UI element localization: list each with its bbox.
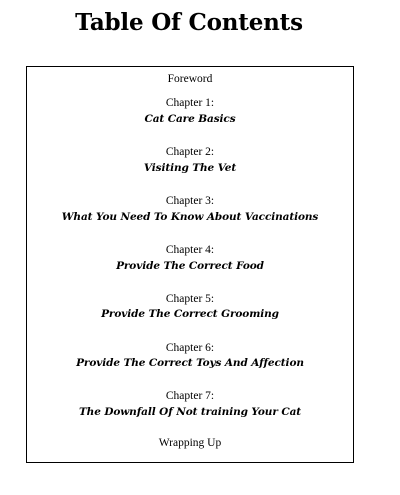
- chapter-6-number: Chapter 6:: [165, 342, 215, 354]
- toc-entry-foreword[interactable]: Foreword: [167, 73, 213, 85]
- chapter-3-number: Chapter 3:: [165, 195, 215, 207]
- chapter-3-title[interactable]: What You Need To Know About Vaccinations: [61, 211, 319, 223]
- chapter-2-number: Chapter 2:: [165, 146, 215, 158]
- chapter-1-title[interactable]: Cat Care Basics: [144, 113, 236, 125]
- page-title: Table Of Contents: [75, 9, 303, 36]
- chapter-4-number: Chapter 4:: [165, 244, 215, 256]
- chapter-2-title[interactable]: Visiting The Vet: [143, 162, 237, 174]
- chapter-7-title[interactable]: The Downfall Of Not training Your Cat: [78, 406, 302, 418]
- chapter-5-number: Chapter 5:: [165, 293, 215, 305]
- chapter-1-number: Chapter 1:: [165, 97, 215, 109]
- toc-entry-wrapping-up[interactable]: Wrapping Up: [158, 437, 222, 449]
- chapter-7-number: Chapter 7:: [165, 390, 215, 402]
- chapter-5-title[interactable]: Provide The Correct Grooming: [101, 308, 279, 320]
- table-of-contents-box: [26, 66, 354, 463]
- chapter-6-title[interactable]: Provide The Correct Toys And Affection: [76, 357, 304, 369]
- chapter-4-title[interactable]: Provide The Correct Food: [116, 260, 264, 272]
